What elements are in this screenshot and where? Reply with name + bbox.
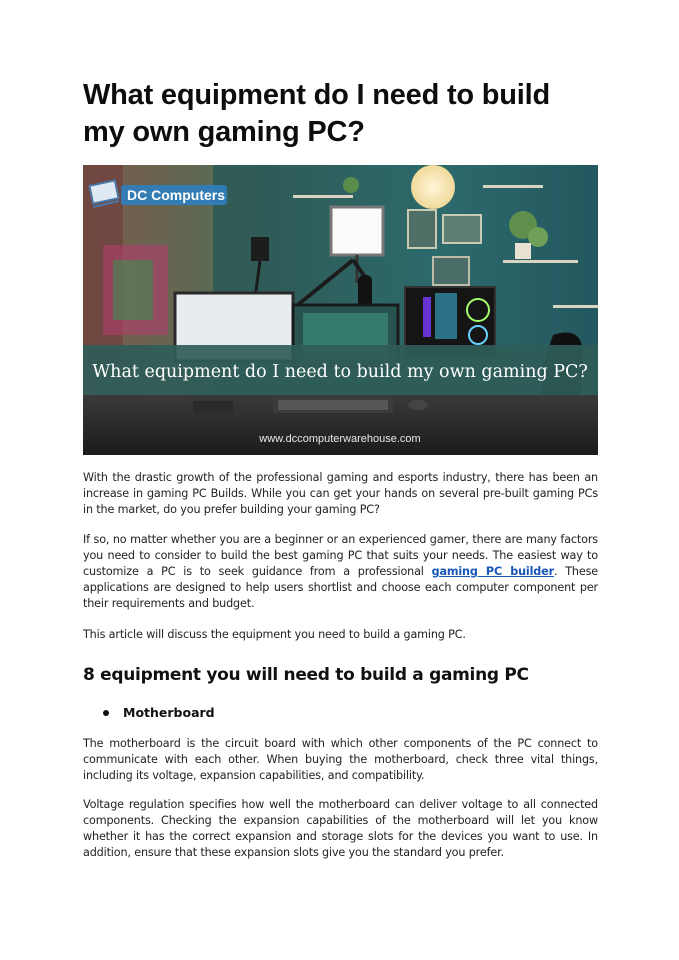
gaming-pc-builder-link[interactable]: gaming PC builder bbox=[431, 565, 554, 578]
motherboard-paragraph-1: The motherboard is the circuit board with which other components of the PC connect to communicate with each other. When buying the motherboard, check three vital things, including its voltage, expansion capabilities, and compatibility. bbox=[83, 737, 598, 782]
bullet-dot-icon bbox=[103, 710, 109, 716]
motherboard-paragraph-2: Voltage regulation specifies how well the motherboard can deliver voltage to all connected components. Checking the expansion capabilities of the motherboard will let you know whether it has the correct expansion and storage slots for the devices you want to use. In addition, ensure that these expansion slots give you the standard you prefer. bbox=[83, 798, 598, 859]
hero-url-text: www.dccomputerwarehouse.com bbox=[259, 433, 421, 445]
logo-text: DC Computers bbox=[127, 187, 226, 203]
intro-p2-text-after: . These applications are designed to help users shortlist and choose each computer component per their requirements and budget. bbox=[83, 565, 598, 610]
intro-paragraph-3: This article will discuss the equipment you need to build a gaming PC. bbox=[83, 628, 466, 641]
bullet-motherboard bbox=[103, 705, 215, 720]
hero-image bbox=[83, 165, 598, 455]
hero-banner-text: What equipment do I need to build my own gaming PC? bbox=[92, 362, 588, 382]
article-title: What equipment do I need to build my own gaming PC? bbox=[83, 79, 551, 148]
section-heading: 8 equipment you will need to build a gaming PC bbox=[83, 665, 529, 685]
intro-p2-text-before: If so, no matter whether you are a beginner or an experienced gamer, there are many factors you need to consider to build the best gaming PC that suits your needs. The easiest way to customize a PC is to seek guidance from a professional bbox=[83, 533, 598, 578]
intro-paragraph-1: With the drastic growth of the professional gaming and esports industry, there has been an increase in gaming PC Builds. While you can get your hands on several pre-built gaming PCs in the market, do you prefer building your gaming PC? bbox=[83, 471, 598, 516]
intro-paragraph-2 bbox=[83, 532, 598, 612]
bullet-label: Motherboard bbox=[123, 705, 215, 720]
